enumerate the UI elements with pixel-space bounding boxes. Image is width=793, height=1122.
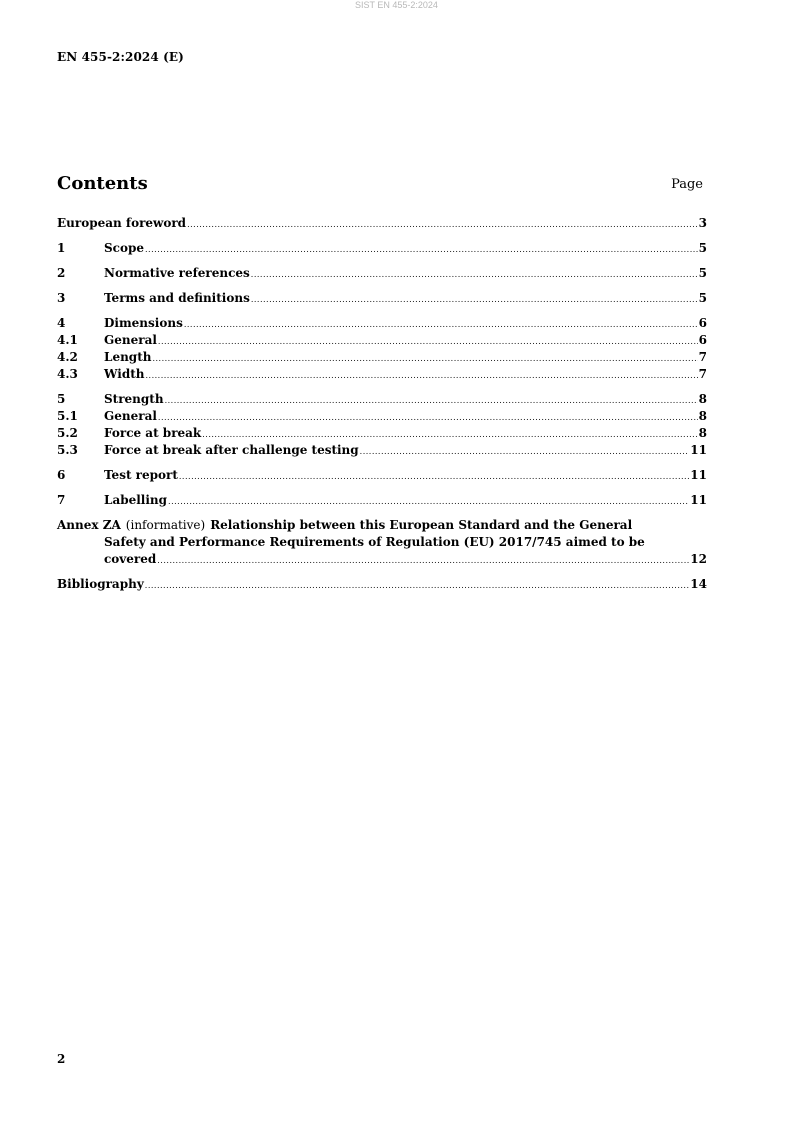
- toc-entry-number: 7: [57, 493, 66, 507]
- dot-leader: [251, 266, 698, 283]
- toc-entry-number: 4: [57, 316, 66, 330]
- table-of-contents: [57, 215, 707, 593]
- toc-entry-page: 5: [698, 291, 707, 305]
- dot-leader: [179, 468, 689, 485]
- toc-entry-number: 1: [57, 241, 66, 255]
- toc-entry-number: 5.3: [57, 443, 78, 457]
- toc-entry-number: 4.2: [57, 350, 78, 364]
- toc-entry-page: 11: [690, 468, 707, 482]
- annex-title-line-1: Relationship between this European Standard and the General: [210, 518, 633, 532]
- toc-entry-number: 5: [57, 392, 66, 406]
- dot-leader: [187, 216, 698, 233]
- page-column-label: Page: [671, 177, 703, 192]
- toc-entry-page: 6: [698, 333, 707, 347]
- toc-entry-test-report[interactable]: [57, 467, 707, 484]
- toc-entry-force-at-break[interactable]: [57, 425, 707, 442]
- annex-line-1: [57, 517, 707, 534]
- dot-leader: [360, 443, 690, 460]
- toc-entry-number: 5.1: [57, 409, 78, 423]
- toc-entry-title: Strength: [104, 392, 164, 406]
- toc-entry-strength-general[interactable]: [57, 408, 707, 425]
- toc-entry-number: 5.2: [57, 426, 78, 440]
- toc-entry-number: 4.1: [57, 333, 78, 347]
- toc-entry-labelling[interactable]: [57, 492, 707, 509]
- toc-entry-title: Width: [104, 367, 145, 381]
- toc-entry-title: Force at break: [104, 426, 202, 440]
- toc-entry-title: Dimensions: [104, 316, 183, 330]
- toc-entry-force-after-challenge[interactable]: [57, 442, 707, 459]
- toc-entry-page: 8: [698, 392, 707, 406]
- toc-entry-title: Force at break after challenge testing: [104, 443, 359, 457]
- toc-entry-foreword[interactable]: [57, 215, 707, 232]
- toc-entry-title: Bibliography: [57, 577, 144, 591]
- dot-leader: [202, 426, 697, 443]
- toc-entry-title: General: [104, 409, 157, 423]
- toc-entry-dimensions-general[interactable]: [57, 332, 707, 349]
- toc-entry-strength[interactable]: [57, 391, 707, 408]
- dot-leader: [168, 493, 689, 510]
- toc-entry-page: 12: [690, 552, 707, 566]
- page-number: 2: [57, 1052, 66, 1066]
- toc-entry-number: 6: [57, 468, 66, 482]
- annex-title-line-3: covered: [104, 552, 157, 566]
- toc-entry-title: European foreword: [57, 216, 187, 230]
- watermark-text: SIST EN 455-2:2024: [355, 0, 438, 10]
- toc-entry-page: 8: [698, 426, 707, 440]
- toc-entry-title: General: [104, 333, 157, 347]
- toc-entry-number: 3: [57, 291, 66, 305]
- annex-label: Annex ZA: [57, 518, 121, 532]
- toc-entry-title: Test report: [104, 468, 178, 482]
- toc-entry-page: 6: [698, 316, 707, 330]
- toc-entry-length[interactable]: [57, 349, 707, 366]
- toc-entry-width[interactable]: [57, 366, 707, 383]
- toc-entry-dimensions[interactable]: [57, 315, 707, 332]
- toc-entry-page: 8: [698, 409, 707, 423]
- dot-leader: [152, 350, 697, 367]
- toc-entry-page: 11: [690, 493, 707, 507]
- toc-entry-terms-definitions[interactable]: [57, 290, 707, 307]
- toc-entry-page: 3: [698, 216, 707, 230]
- dot-leader: [145, 577, 690, 594]
- toc-entry-page: 7: [698, 350, 707, 364]
- annex-line-2: [57, 534, 707, 551]
- toc-entry-title: Terms and definitions: [104, 291, 250, 305]
- toc-entry-page: 11: [690, 443, 707, 457]
- toc-entry-title: Length: [104, 350, 152, 364]
- dot-leader: [157, 552, 689, 569]
- toc-entry-bibliography[interactable]: [57, 576, 707, 593]
- annex-title-line-2: Safety and Performance Requirements of Regulation (EU) 2017/745 aimed to be: [104, 535, 645, 549]
- toc-entry-normative-references[interactable]: [57, 265, 707, 282]
- toc-entry-number: 4.3: [57, 367, 78, 381]
- dot-leader: [145, 367, 697, 384]
- document-id: EN 455-2:2024 (E): [57, 50, 184, 64]
- dot-leader: [145, 241, 698, 258]
- dot-leader: [158, 409, 698, 426]
- toc-entry-page: 5: [698, 266, 707, 280]
- toc-entry-page: 14: [690, 577, 707, 591]
- dot-leader: [251, 291, 698, 308]
- toc-entry-page: 5: [698, 241, 707, 255]
- toc-entry-page: 7: [698, 367, 707, 381]
- toc-entry-scope[interactable]: [57, 240, 707, 257]
- toc-entry-title: Labelling: [104, 493, 168, 507]
- toc-entry-title: Scope: [104, 241, 145, 255]
- toc-entry-annex-za[interactable]: [57, 517, 707, 568]
- dot-leader: [158, 333, 698, 350]
- toc-entry-number: 2: [57, 266, 66, 280]
- annex-informative-tag: (informative): [125, 518, 206, 532]
- annex-line-3: [57, 551, 707, 568]
- dot-leader: [165, 392, 698, 409]
- toc-entry-title: Normative references: [104, 266, 250, 280]
- dot-leader: [184, 316, 698, 333]
- contents-heading: Contents: [57, 173, 148, 194]
